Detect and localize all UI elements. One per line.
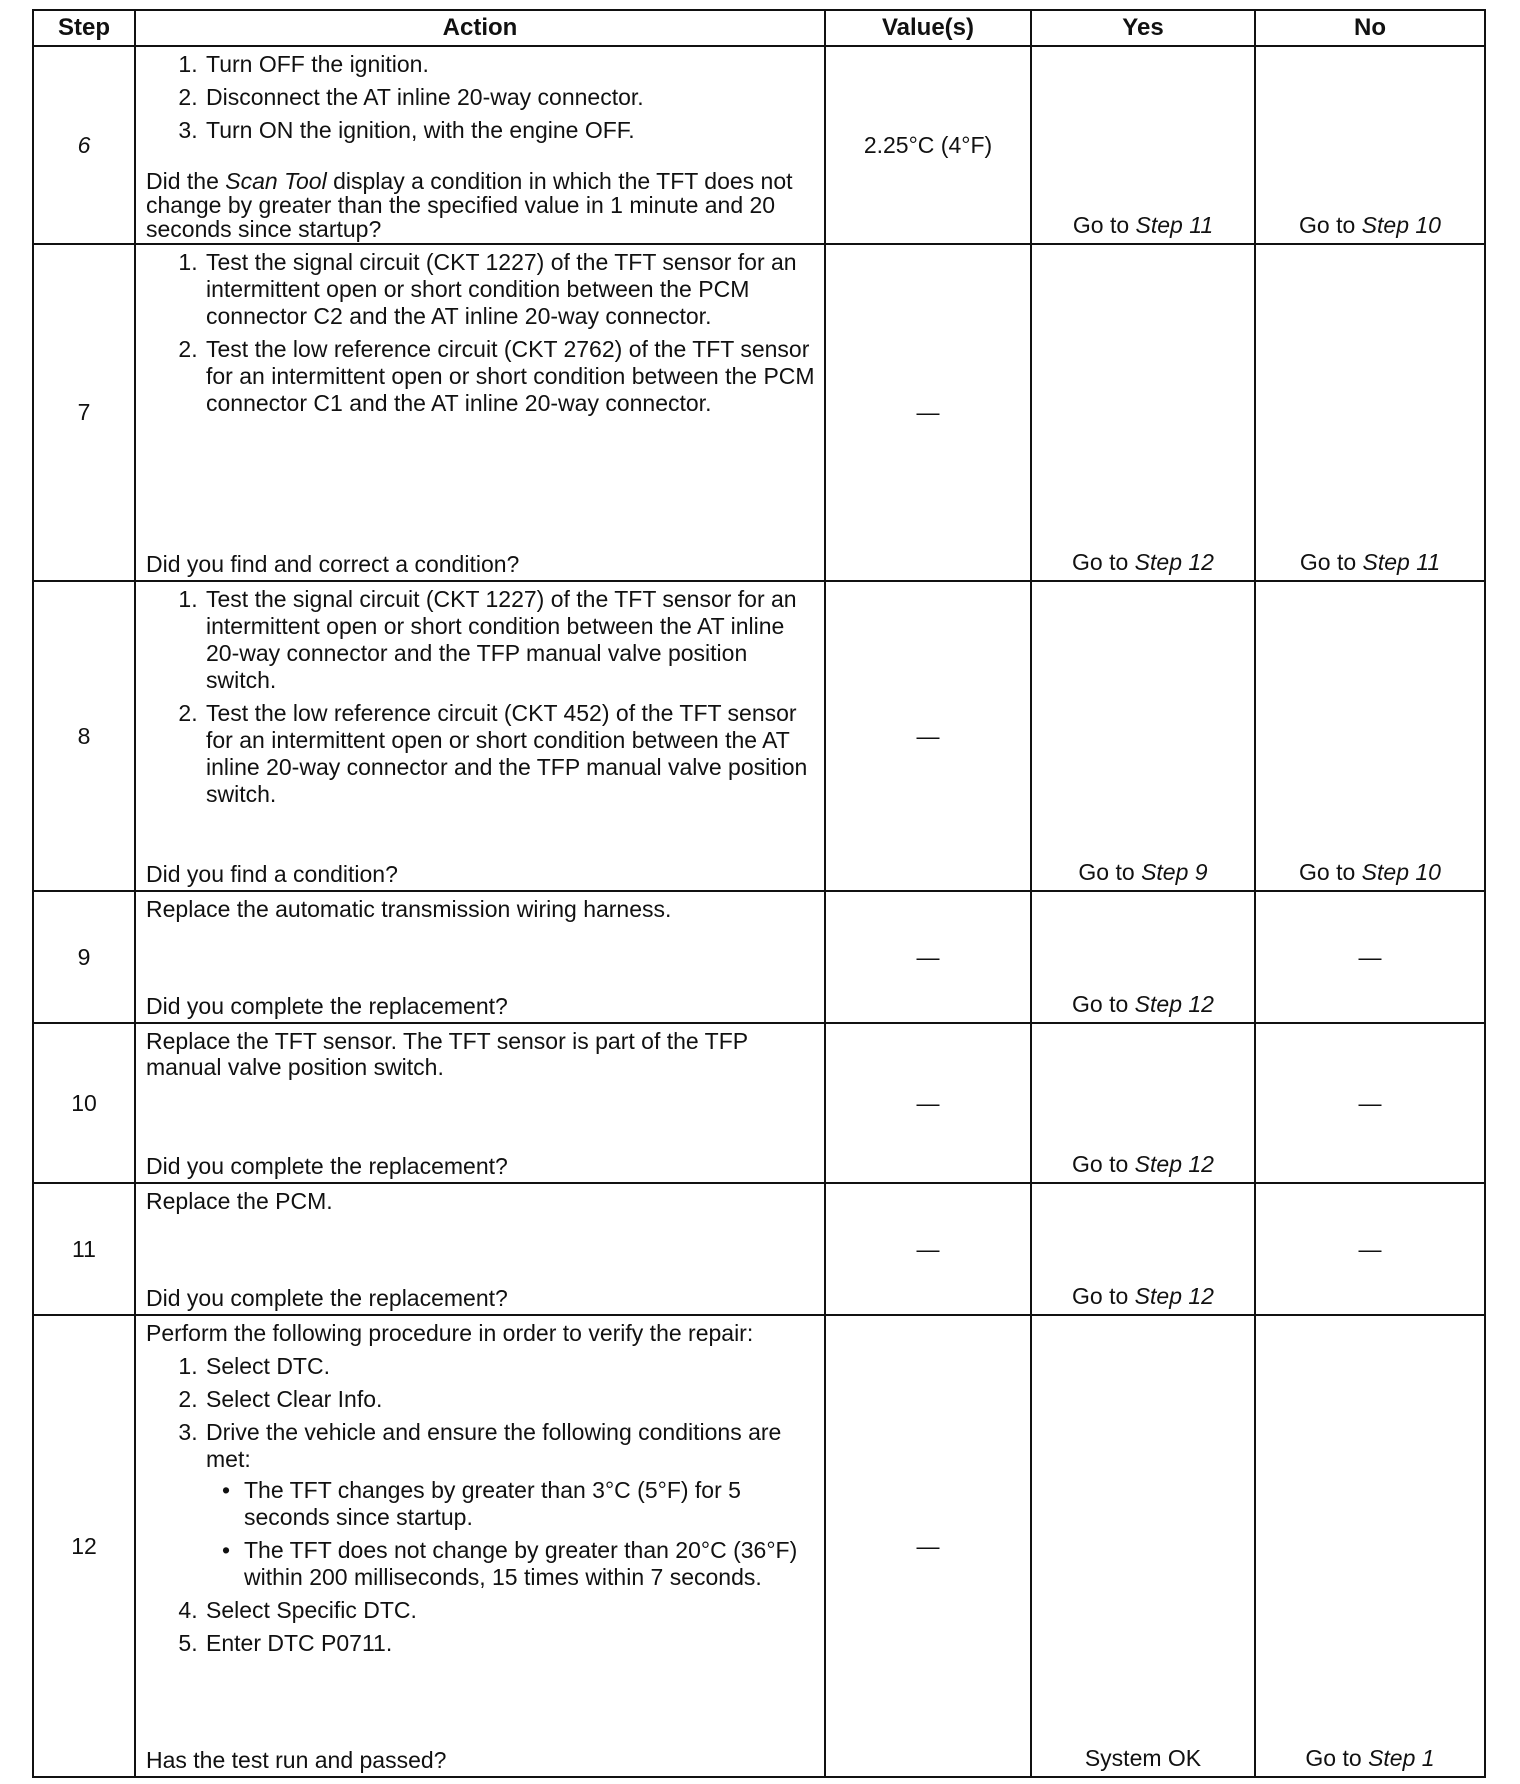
action-cell: [135, 1023, 825, 1183]
action-cell: [135, 244, 825, 581]
list-item: 2. Test the low reference circuit (CKT 2762) of the TFT sensor for an intermittent open or short condition between the PCM connector C1 and the AT inline 20-way connector.: [204, 336, 816, 417]
action-list: [146, 1353, 816, 1657]
list-item: • The TFT changes by greater than 3°C (5°F) for 5 seconds since startup.: [242, 1477, 816, 1531]
header-yes: Yes: [1031, 10, 1255, 46]
no-cell: —: [1255, 1023, 1485, 1183]
action-cell: [135, 1315, 825, 1777]
table-row: [33, 581, 1485, 891]
value-cell: —: [825, 244, 1031, 581]
table-row: [33, 46, 1485, 244]
value-cell: —: [825, 1023, 1031, 1183]
action-question: Has the test run and passed?: [146, 1747, 447, 1773]
diagnostic-table: [32, 9, 1486, 1778]
list-item: 3. Turn ON the ignition, with the engine OFF.: [204, 117, 816, 144]
yes-cell: Go to Step 12: [1031, 244, 1255, 581]
action-text: Replace the automatic transmission wiring harness.: [146, 896, 672, 922]
step-number: 9: [33, 891, 135, 1023]
step-number: 7: [33, 244, 135, 581]
table-row: [33, 1315, 1485, 1777]
no-cell: —: [1255, 1183, 1485, 1315]
value-cell: —: [825, 1183, 1031, 1315]
step-number: 8: [33, 581, 135, 891]
action-list: [146, 51, 816, 144]
table-row: [33, 1023, 1485, 1183]
action-question: Did you complete the replacement?: [146, 993, 508, 1019]
list-item: 5. Enter DTC P0711.: [204, 1630, 816, 1657]
action-cell: [135, 46, 825, 244]
list-item: 3. Drive the vehicle and ensure the following conditions are met: • The TFT changes by greater than 3°C (5°F) for 5 seconds since startup. • The TFT does not change by greater than 20°C (36°F) within 200 milliseconds, 15 times within 7 seconds.: [204, 1419, 816, 1591]
no-cell: Go to Step 1: [1255, 1315, 1485, 1777]
list-item: 4. Select Specific DTC.: [204, 1597, 816, 1624]
value-cell: —: [825, 581, 1031, 891]
value-cell: 2.25°C (4°F): [825, 46, 1031, 244]
action-list: [146, 586, 816, 814]
action-question: Did you complete the replacement?: [146, 1153, 508, 1179]
header-action: Action: [135, 10, 825, 46]
header-value: Value(s): [825, 10, 1031, 46]
action-question: Did you complete the replacement?: [146, 1285, 508, 1311]
list-item: 1. Select DTC.: [204, 1353, 816, 1380]
action-text: Replace the PCM.: [146, 1188, 333, 1214]
header-row: [33, 10, 1485, 46]
action-text: Replace the TFT sensor. The TFT sensor is part of the TFP manual valve position switch.: [146, 1028, 748, 1080]
yes-cell: Go to Step 12: [1031, 1183, 1255, 1315]
yes-cell: Go to Step 12: [1031, 891, 1255, 1023]
yes-cell: Go to Step 11: [1031, 46, 1255, 244]
action-list: [146, 249, 816, 423]
no-cell: Go to Step 10: [1255, 581, 1485, 891]
no-cell: —: [1255, 891, 1485, 1023]
table-row: [33, 244, 1485, 581]
action-cell: [135, 891, 825, 1023]
header-no: No: [1255, 10, 1485, 46]
yes-cell: Go to Step 9: [1031, 581, 1255, 891]
list-item: 2. Select Clear Info.: [204, 1386, 816, 1413]
step-number: 10: [33, 1023, 135, 1183]
value-cell: —: [825, 1315, 1031, 1777]
step-number: 11: [33, 1183, 135, 1315]
yes-cell: System OK: [1031, 1315, 1255, 1777]
table-row: [33, 891, 1485, 1023]
no-cell: Go to Step 11: [1255, 244, 1485, 581]
step-number: 6: [33, 46, 135, 244]
action-cell: [135, 1183, 825, 1315]
table-row: [33, 1183, 1485, 1315]
action-question: Did you find a condition?: [146, 861, 398, 887]
list-item: 1. Test the signal circuit (CKT 1227) of the TFT sensor for an intermittent open or short condition between the AT inline 20-way connector and the TFP manual valve position switch.: [204, 586, 816, 694]
header-step: Step: [33, 10, 135, 46]
action-question: Did you find and correct a condition?: [146, 551, 520, 577]
step-number: 12: [33, 1315, 135, 1777]
action-intro: Perform the following procedure in order to verify the repair:: [146, 1320, 754, 1346]
condition-list: [206, 1477, 816, 1591]
yes-cell: Go to Step 12: [1031, 1023, 1255, 1183]
value-cell: —: [825, 891, 1031, 1023]
list-item: 1. Test the signal circuit (CKT 1227) of the TFT sensor for an intermittent open or short condition between the PCM connector C2 and the AT inline 20-way connector.: [204, 249, 816, 330]
list-item: • The TFT does not change by greater than 20°C (36°F) within 200 milliseconds, 15 times within 7 seconds.: [242, 1537, 816, 1591]
action-question: Did the Scan Tool display a condition in which the TFT does not change by greater than the specified value in 1 minute and 20 seconds since startup?: [146, 168, 793, 242]
list-item: 2. Disconnect the AT inline 20-way connector.: [204, 84, 816, 111]
list-item: 2. Test the low reference circuit (CKT 452) of the TFT sensor for an intermittent open or short condition between the AT inline 20-way connector and the TFP manual valve position switch.: [204, 700, 816, 808]
no-cell: Go to Step 10: [1255, 46, 1485, 244]
action-cell: [135, 581, 825, 891]
list-item: 1. Turn OFF the ignition.: [204, 51, 816, 78]
